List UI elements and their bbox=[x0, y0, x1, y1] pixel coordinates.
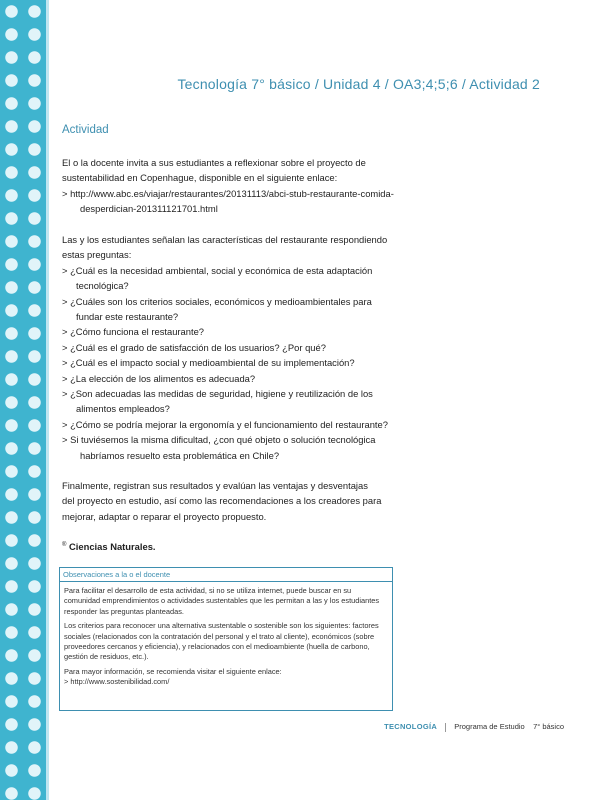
observations-paragraph: Para facilitar el desarrollo de esta actividad, si no se utiliza internet, puede buscar en su comunidad emprendimientos o actividades sustentables que les permitan a las y los estudiantes responder las preguntas planteadas. bbox=[64, 586, 380, 616]
footer-grade: 7° básico bbox=[533, 722, 564, 731]
intro-link[interactable]: > http://www.abc.es/viajar/restaurantes/20131113/abci-stub-restaurante-comida- bbox=[62, 187, 394, 199]
closing-line: Finalmente, registran sus resultados y evalúan las ventajas y desventajas bbox=[62, 480, 368, 491]
footer-brand: TECNOLOGÍA bbox=[384, 722, 438, 731]
question-item: > ¿Cómo se podría mejorar la ergonomía y el funcionamiento del restaurante? bbox=[62, 418, 388, 430]
observations-paragraph: Los criterios para reconocer una alternativa sustentable o sostenible son los siguientes: factores sociales (relacionados con la contratación del personal y el trato al cliente), económicos (sobre proveedores cercanos y eficiencia), y relacionados con el medioambiente (huella de carbono, gestión de residuos, etc.). bbox=[64, 621, 379, 662]
intro-line: sustentabilidad en Copenhague, disponible en el siguiente enlace: bbox=[62, 172, 338, 184]
decorative-strip-edge bbox=[46, 0, 49, 800]
question-item-cont: tecnológica? bbox=[76, 280, 129, 292]
question-item: > ¿Cómo funciona el restaurante? bbox=[62, 326, 205, 338]
question-item: > ¿La elección de los alimentos es adecuada? bbox=[62, 372, 256, 384]
closing-line: del proyecto en estudio, así como las recomendaciones a los creadores para bbox=[62, 495, 382, 507]
observations-header: Observaciones a la o el docente bbox=[60, 568, 392, 582]
question-item-cont: alimentos empleados? bbox=[76, 403, 170, 415]
page-title: Tecnología 7° básico / Unidad 4 / OA3;4;5;6 / Actividad 2 bbox=[177, 76, 540, 92]
observations-body bbox=[60, 582, 392, 688]
question-item: > ¿Cuáles son los criterios sociales, económicos y medioambientales para bbox=[62, 295, 372, 307]
intro-line: El o la docente invita a sus estudiantes a reflexionar sobre el proyecto de bbox=[62, 157, 366, 168]
observations-paragraph: Para mayor información, se recomienda visitar el siguiente enlace: bbox=[64, 666, 282, 676]
footer-divider bbox=[445, 723, 446, 732]
question-item: > ¿Cuál es el impacto social y medioambiental de su implementación? bbox=[62, 357, 355, 369]
questions-intro-line: Las y los estudiantes señalan las características del restaurante respondiendo bbox=[62, 234, 388, 245]
note-symbol: ® bbox=[62, 541, 67, 548]
footer-program: Programa de Estudio bbox=[454, 722, 525, 731]
question-item-cont: fundar este restaurante? bbox=[76, 311, 179, 323]
question-item: > ¿Cuál es la necesidad ambiental, social y económica de esta adaptación bbox=[62, 264, 373, 276]
intro-link-continued[interactable]: desperdician-201311121701.html bbox=[80, 203, 218, 215]
observations-link[interactable]: > http://www.sostenibilidad.com/ bbox=[64, 677, 170, 687]
question-item-cont: habríamos resuelto esta problemática en Chile? bbox=[80, 449, 280, 461]
page-footer bbox=[384, 722, 564, 732]
decorative-strip-pattern bbox=[0, 0, 46, 800]
question-item: > Si tuviésemos la misma dificultad, ¿con qué objeto o solución tecnológica bbox=[62, 434, 376, 446]
question-item: > ¿Cuál es el grado de satisfacción de los usuarios? ¿Por qué? bbox=[62, 341, 326, 353]
questions-intro-line: estas preguntas: bbox=[62, 249, 132, 261]
observations-box bbox=[59, 567, 393, 711]
closing-line: mejorar, adaptar o reparar el proyecto propuesto. bbox=[62, 510, 267, 522]
section-title: Actividad bbox=[62, 124, 109, 136]
note-text: Ciencias Naturales. bbox=[69, 541, 156, 552]
questions-block bbox=[62, 232, 532, 463]
cross-subject-note bbox=[62, 541, 156, 552]
question-item: > ¿Son adecuadas las medidas de seguridad, higiene y reutilización de los bbox=[62, 388, 373, 400]
intro-paragraph bbox=[62, 155, 532, 217]
closing-paragraph bbox=[62, 478, 532, 524]
